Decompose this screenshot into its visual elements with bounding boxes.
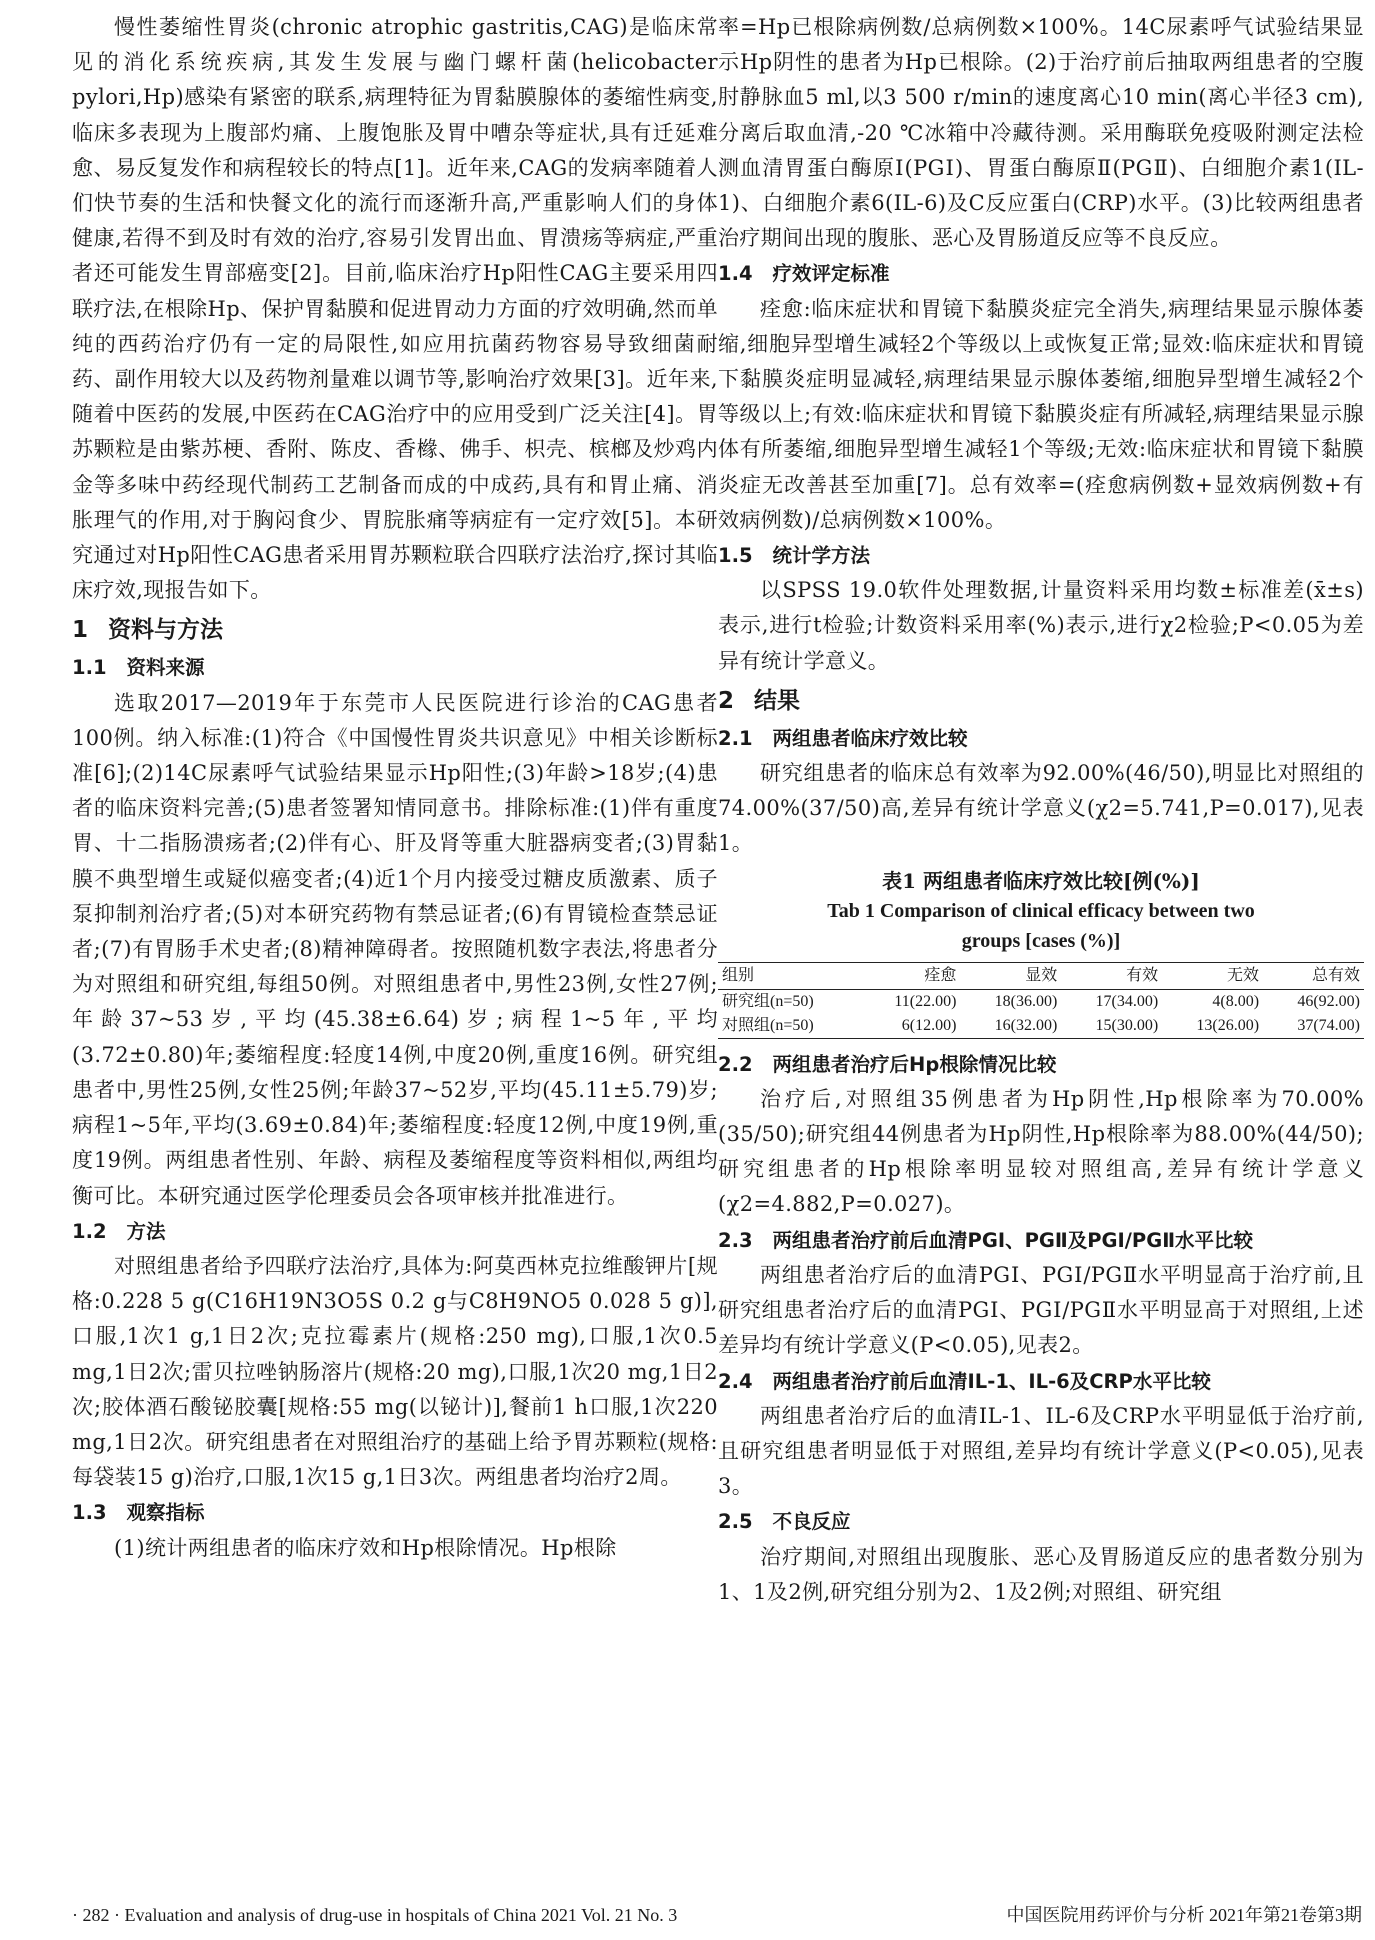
subsection-title: 统计学方法 [772,544,871,568]
table-cell: 4(8.00) [1212,992,1260,1010]
table-header-cell: 总有效 [1263,962,1364,989]
table-row [718,989,1364,1014]
subsection-number: 2.1 [718,726,753,750]
subsection-number: 2.3 [718,1228,753,1252]
subsection-heading-1-3 [72,1495,718,1530]
subsection-heading-1-5 [718,538,1364,573]
table-cell: 16(32.00) [960,1014,1061,1039]
table-header-cell: 组别 [718,962,860,989]
table-cell: 46(92.00) [1297,992,1360,1010]
subsection-number: 1.4 [718,262,753,286]
intro-paragraph: 慢性萎缩性胃炎(chronic atrophic gastritis,CAG)是临床常见的消化系统疾病,其发生发展与幽门螺杆菌(helicobacter pylori,Hp)感染有紧密的联系,病理特征为胃黏膜腺体的萎缩性病变,临床多表现为上腹部灼痛、上腹饱胀及胃中嘈杂等症状,具有迁延难愈、易反复发作和病程较长的特点[1]。近年来,CAG的发病率随着人们快节奏的生活和快餐文化的流行而逐渐升高,严重影响人们的身体健康,若得不到及时有效的治疗,容易引发胃出血、胃溃疡等病症,严重者还可能发生胃部癌变[2]。目前,临床治疗Hp阳性CAG主要采用四联疗法,在根除Hp、保护胃黏膜和促进胃动力方面的疗效明确,然而单纯的西药治疗仍有一定的局限性,如应用抗菌药物容易导致细菌耐药、副作用较大以及药物剂量难以调节等,影响治疗效果[3]。近年来,随着中医药的发展,中医药在CAG治疗中的应用受到广泛关注[4]。胃苏颗粒是由紫苏梗、香附、陈皮、香橼、佛手、枳壳、槟榔及炒鸡内金等多味中药经现代制药工艺制备而成的中成药,具有和胃止痛、消胀理气的作用,对于胸闷食少、胃脘胀痛等病症有一定疗效[5]。本研究通过对Hp阳性CAG患者采用胃苏颗粒联合四联疗法治疗,探讨其临床疗效,现报告如下。 [72,15,718,603]
table-row [718,1014,1364,1039]
footer-journal-chinese: 中国医院用药评价与分析 2021年第21卷第3期 [1006,1905,1362,1925]
paragraph-1-3: (1)统计两组患者的临床疗效和Hp根除情况。Hp根除 [114,1535,617,1560]
paragraph-2-5: 治疗期间,对照组出现腹胀、恶心及胃肠道反应的患者数分别为1、1及2例,研究组分别为2、1及2例;对照组、研究组 [718,1544,1364,1604]
section-number: 2 [718,687,735,714]
subsection-heading-2-5 [718,1504,1364,1539]
table-cell: 37(74.00) [1263,1014,1364,1039]
subsection-title: 两组患者治疗前后血清PGⅠ、PGⅡ及PGⅠ/PGⅡ水平比较 [772,1228,1254,1252]
section-heading-2 [718,683,1364,719]
footer-journal-english: · 282 · Evaluation and analysis of drug-use in hospitals of China 2021 Vol. 21 No. 3 [72,1905,678,1925]
table-cell: 13(26.00) [1162,1014,1263,1039]
section-title: 结果 [754,687,801,714]
subsection-title: 两组患者临床疗效比较 [772,726,968,750]
paragraph-1-4: 痊愈:临床症状和胃镜下黏膜炎症完全消失,病理结果显示腺体萎缩,细胞异型增生减轻2个等级以上或恢复正常;显效:临床症状和胃镜下黏膜炎症明显减轻,病理结果显示腺体萎缩,细胞异型增生减轻2个等级以上;有效:临床症状和胃镜下黏膜炎症有所减轻,病理结果显示腺体有所萎缩,细胞异型增生减轻1个等级;无效:临床症状和胃镜下黏膜炎症无改善甚至加重[7]。总有效率=(痊愈病例数+显效病例数+有效病例数)/总病例数×100%。 [718,296,1364,532]
table-cell: 17(34.00) [1095,992,1159,1010]
subsection-number: 2.5 [718,1510,753,1534]
subsection-title: 方法 [126,1219,166,1243]
paragraph-1-5: 以SPSS 19.0软件处理数据,计量资料采用均数±标准差(x̄±s)表示,进行t检验;计数资料采用率(%)表示,进行χ2检验;P<0.05为差异有统计学意义。 [718,578,1364,673]
subsection-heading-2-4 [718,1364,1364,1399]
subsection-title: 两组患者治疗前后血清IL-1、IL-6及CRP水平比较 [772,1369,1211,1393]
right-column [718,10,1364,1610]
page-footer [72,1900,1362,1930]
paragraph-1-2: 对照组患者给予四联疗法治疗,具体为:阿莫西林克拉维酸钾片[规格:0.228 5 g(C16H19N3O5S 0.2 g与C8H9NO5 0.028 5 g)],口服,1次1 g,1日2次;克拉霉素片(规格:250 mg),口服,1次0.5 mg,1日2次;雷贝拉唑钠肠溶片(规格:20 mg),口服,1次20 mg,1日2次;胶体酒石酸铋胶囊[规格:55 mg(以铋计)],餐前1 h口服,1次220 mg,1日2次。研究组患者在对照组治疗的基础上给予胃苏颗粒(规格:每袋装15 g)治疗,口服,1次15 g,1日3次。两组患者均治疗2周。 [72,1253,718,1490]
paragraph-1-1: 选取2017—2019年于东莞市人民医院进行诊治的CAG患者100例。纳入标准:(1)符合《中国慢性胃炎共识意见》中相关诊断标准[6];(2)14C尿素呼气试验结果显示Hp阳性;(3)年龄>18岁;(4)患者的临床资料完善;(5)患者签署知情同意书。排除标准:(1)伴有重度胃、十二指肠溃疡者;(2)伴有心、肝及肾等重大脏器病变者;(3)胃黏膜不典型增生或疑似癌变者;(4)近1个月内接受过糖皮质激素、质子泵抑制剂治疗者;(5)对本研究药物有禁忌证者;(6)有胃镜检查禁忌证者;(7)有胃肠手术史者;(8)精神障碍者。按照随机数字表法,将患者分为对照组和研究组,每组50例。对照组患者中,男性23例,女性27例;年龄37~53岁,平均(45.38±6.64)岁;病程1~5年,平均(3.72±0.80)年;萎缩程度:轻度14例,中度20例,重度16例。研究组患者中,男性25例,女性25例;年龄37~52岁,平均(45.11±5.79)岁;病程1~5年,平均(3.69±0.84)年;萎缩程度:轻度12例,中度19例,重度19例。两组患者性别、年龄、病程及萎缩程度等资料相似,两组均衡可比。本研究通过医学伦理委员会各项审核并批准进行。 [72,690,718,1208]
table-title-cn: 表1 两组患者临床疗效比较[例(%)] [882,868,1200,893]
section-title: 资料与方法 [108,617,224,644]
paragraph-2-1: 研究组患者的临床总有效率为92.00%(46/50),明显比对照组的74.00%(37/50)高,差异有统计学意义(χ2=5.741,P=0.017),见表1。 [718,761,1364,856]
table-cell: 15(30.00) [1061,1014,1162,1039]
subsection-number: 1.2 [72,1219,107,1243]
section-heading-1 [72,612,718,648]
section-number: 1 [72,617,89,644]
table-header-cell: 显效 [960,962,1061,989]
table-cell: 6(12.00) [860,1014,960,1039]
subsection-number: 1.5 [718,544,753,568]
table-cell: 研究组(n=50) [722,992,814,1010]
subsection-title: 资料来源 [126,656,205,680]
paragraph-1-3-continued: 率=Hp已根除病例数/总病例数×100%。14C尿素呼气试验结果显示Hp阴性的患者为Hp已根除。(2)于治疗前后抽取两组患者的空腹肘静脉血5 ml,以3 500 r/min的速度离心10 min(离心半径3 cm),分离后取血清,-20 ℃冰箱中冷藏待测。采用酶联免疫吸附测定法检测血清胃蛋白酶原Ⅰ(PGⅠ)、胃蛋白酶原Ⅱ(PGⅡ)、白细胞介素1(IL-1)、白细胞介素6(IL-6)及C反应蛋白(CRP)水平。(3)比较两组患者治疗期间出现的腹胀、恶心及胃肠道反应等不良反应。 [718,15,1364,251]
table-title-en-line1: Tab 1 Comparison of clinical efficacy between two [827,899,1255,922]
subsection-heading-1-1 [72,650,718,685]
subsection-heading-1-2 [72,1214,718,1249]
table-header-cell: 痊愈 [860,962,960,989]
efficacy-table [718,962,1364,1039]
paragraph-2-4: 两组患者治疗后的血清IL-1、IL-6及CRP水平明显低于治疗前,且研究组患者明显低于对照组,差异均有统计学意义(P<0.05),见表3。 [718,1403,1364,1499]
subsection-heading-2-2 [718,1047,1364,1082]
table-header-row [718,962,1364,989]
subsection-title: 两组患者治疗后Hp根除情况比较 [772,1052,1057,1076]
table-header-cell: 有效 [1061,962,1162,989]
table-cell: 18(36.00) [994,992,1058,1010]
subsection-title: 观察指标 [126,1501,205,1525]
subsection-number: 2.2 [718,1052,753,1076]
paragraph-2-3: 两组患者治疗后的血清PGⅠ、PGⅠ/PGⅡ水平明显高于治疗前,且研究组患者治疗后的血清PGⅠ、PGⅠ/PGⅡ水平明显高于对照组,上述差异均有统计学意义(P<0.05),见表2。 [718,1262,1364,1358]
subsection-title: 不良反应 [772,1510,851,1534]
table-cell: 对照组(n=50) [718,1014,860,1039]
subsection-number: 1.1 [72,656,107,680]
subsection-number: 2.4 [718,1369,753,1393]
table-cell: 11(22.00) [894,992,957,1010]
left-column [72,10,718,1566]
table-header-cell: 无效 [1162,962,1263,989]
table-title-en-line2: groups [cases (%)] [961,929,1121,952]
subsection-heading-2-3 [718,1223,1364,1258]
subsection-heading-2-1 [718,721,1364,756]
subsection-heading-1-4 [718,256,1364,291]
paragraph-2-2: 治疗后,对照组35例患者为Hp阴性,Hp根除率为70.00%(35/50);研究组44例患者为Hp阴性,Hp根除率为88.00%(44/50);研究组患者的Hp根除率明显较对照组高,差异有统计学意义(χ2=4.882,P=0.027)。 [718,1086,1364,1217]
subsection-number: 1.3 [72,1501,107,1525]
subsection-title: 疗效评定标准 [772,262,890,286]
